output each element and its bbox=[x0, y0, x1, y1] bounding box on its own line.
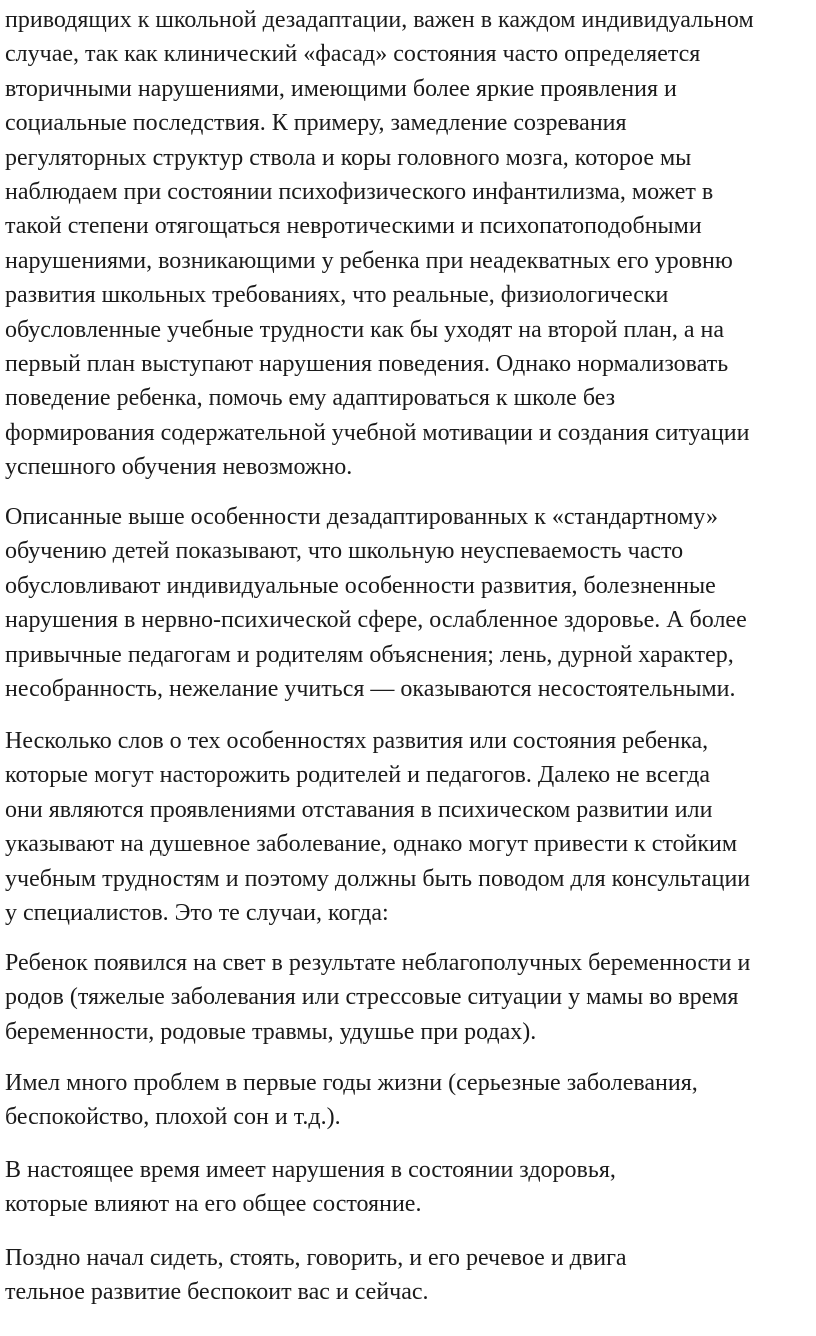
paragraph-described-features: Описанные выше особенности дезадаптированных к «стандартному» обучению детей показывают, что школьную неуспеваемость часто обусловливают индивидуальные особенности развития, болезненные нарушения в нервно-психической сфере, ослабленное здоровье. А более привычные педагогам и родителям объяснения; лень, дурной характер, несобранность, нежелание учиться — оказываются несостоятельными. bbox=[5, 504, 747, 703]
list-item-pregnancy-birth: Ребенок появился на свет в результате неблагополучных беременности и родов (тяжелые заболевания или стрессовые ситуации у мамы во время беременности, родовые травмы, удушье при родах). bbox=[5, 950, 751, 1045]
paragraph-school-maladaptation: приводящих к школьной дезадаптации, важен в каждом индивидуальном случае, так как клинический «фасад» состояния часто определяется вторичными нарушениями, имеющими более яркие проявления и социальные последствия. К примеру, замедление созревания регуляторных структур ствола и коры головного мозга, которое мы наблюдаем при состоянии психофизического инфантилизма, может в такой степени отягощаться невротическими и психопатоподобными нарушениями, возникающими у ребенка при неадекватных его уровню развития школьных требованиях, что реальные, физиологически обусловленные учебные трудности как бы уходят на второй план, а на первый план выступают нарушения поведения. Однако нормализовать поведение ребенка, помочь ему адаптироваться к школе без формирования содержательной учебной мотивации и создания ситуации успешного обучения невозможно. bbox=[5, 7, 754, 481]
list-item-late-development: Поздно начал сидеть, стоять, говорить, и его речевое и двига тельное развитие беспокоит вас и сейчас. bbox=[5, 1245, 627, 1306]
paragraph-developmental-signs: Несколько слов о тех особенностях развития или состояния ребенка, которые могут насторожить родителей и педагогов. Далеко не всегда они являются проявлениями отставания в психическом развитии или указывают на душевное заболевание, однако могут привести к стойким учебным трудностям и поэтому должны быть поводом для консультации у специалистов. Это те случаи, когда: bbox=[5, 728, 751, 927]
list-item-early-years-problems: Имел много проблем в первые годы жизни (серьезные заболевания, беспокойство, плохой сон и т.д.). bbox=[5, 1070, 698, 1131]
list-item-health-issues: В настоящее время имеет нарушения в состоянии здоровья, которые влияют на его общее состояние. bbox=[5, 1157, 616, 1218]
